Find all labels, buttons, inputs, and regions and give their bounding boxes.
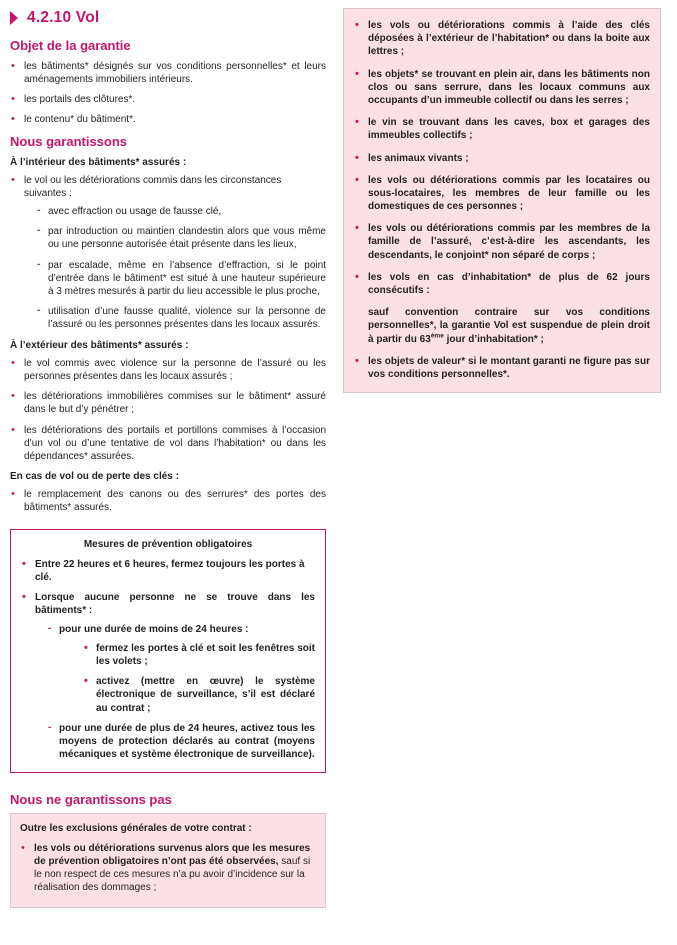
right-column-exclusions [343,8,661,393]
list-item [10,174,326,332]
cles-list [10,488,326,514]
prevention-moins24: pour une durée de moins de 24 heures : [59,623,249,635]
list-item: • les vols ou détériorations commis par les membres de la famille de l’assuré, c’est-à-dire les ascendants, les descendants, le conjoint* non séparé de corps ; [354,222,650,262]
exclusion-bold: les vols ou détériorations survenus alors que les mesures de prévention obligatoires n’ont pas été observées, [34,842,311,867]
exclusions-box [10,813,326,908]
list-item: - utilisation d’une fausse qualité, violence sur la personne de l’assuré ou les personnes présentes dans les locaux assurés. [24,305,326,331]
list-item: • les détériorations immobilières commises sur le bâtiment* assuré dans le but d’y pénétrer ; [10,390,326,416]
list-item: - par introduction ou maintien clandestin alors que vous même ou une personne autorisée était présente dans les lieux, [24,225,326,251]
left-column [10,8,326,908]
interieur-list [10,174,326,332]
objet-heading: Objet de la garantie [10,38,131,54]
interieur-cases [24,205,326,332]
prevention-absence: Lorsque aucune personne ne se trouve dans les bâtiments* : [35,592,315,617]
list-item: • les portails des clôtures*. [10,93,326,106]
section-title-text: 4.2.10 Vol [27,9,100,26]
prevention-moins24-list [59,642,315,715]
exterieur-list [10,357,326,463]
suspension-before: sauf convention contraire sur vos conditions personnelles*, la garantie Vol est suspendue de plein droit à partir du 63 [368,307,650,345]
section-title [10,8,326,28]
list-item: • activez (mettre en œuvre) le système électronique de surveillance, s’il est déclaré au contrat ; [59,675,315,715]
list-item: • les vols en cas d’inhabitation* de plus de 62 jours consécutifs : [354,271,650,297]
suspension-after: jour d’inhabitation* ; [443,333,544,345]
list-item: • le vol commis avec violence sur la personne de l’assuré ou les personnes présentes dans les locaux assurés ; [10,357,326,383]
list-item: - par escalade, même en l’absence d’effraction, si le point d’entrée dans le bâtiment* est situé à une hauteur supérieure à 3 mètres mesurés à partir du lieu accessible le plus proche, [24,259,326,299]
list-item: • les vols ou détériorations commis par les locataires ou sous-locataires, les membres de leur famille ou les domestiques de ces personnes ; [354,174,650,214]
prevention-title: Mesures de prévention obligatoires [83,538,253,550]
list-item: • le vin se trouvant dans les caves, box et garages des immeubles collectifs ; [354,116,650,142]
prevention-list [21,558,315,761]
suspension-note [368,306,650,346]
prevention-durations [35,623,315,762]
exclusions-list [20,842,316,895]
list-item: • le remplacement des canons ou des serrures* des portes des bâtiments* assurés. [10,488,326,514]
list-item [35,623,315,715]
interieur-subheading: À l’intérieur des bâtiments* assurés : [10,156,187,168]
triangle-marker-icon [10,11,18,25]
exclusion-rest: sauf si le non respect de ces mesures n’a pu avoir d’incidence sur la réalisation des dommages ; [34,855,311,894]
exterieur-subheading: À l’extérieur des bâtiments* assurés : [10,339,189,351]
list-item: - pour une durée de plus de 24 heures, activez tous les moyens de protection déclarés au contrat (moyens mécaniques et système électronique de surveillance). [35,722,315,762]
objet-list [10,60,326,127]
right-exclusions-list [354,19,650,297]
list-item: • les animaux vivants ; [354,152,650,165]
suspension-sup: ème [430,332,444,340]
list-item: • fermez les portes à clé et soit les fenêtres soit les volets ; [59,642,315,668]
list-item: - avec effraction ou usage de fausse clé, [24,205,326,218]
list-item: • les objets de valeur* si le montant garanti ne figure pas sur vos conditions personnelles*. [354,355,650,381]
list-item [20,842,316,895]
cles-subheading: En cas de vol ou de perte des clés : [10,471,179,483]
prevention-box [10,529,326,774]
list-item: • Entre 22 heures et 6 heures, fermez toujours les portes à clé. [21,558,315,584]
list-item: • les vols ou détériorations commis à l’aide des clés déposées à l’extérieur de l’habitation* ou dans la boite aux lettres ; [354,19,650,59]
right-exclusions-list-end [354,355,650,381]
garantissons-heading: Nous garantissons [10,134,128,150]
list-item [21,591,315,761]
exclusions-box-title: Outre les exclusions générales de votre contrat : [20,823,252,835]
list-item: • les objets* se trouvant en plein air, dans les bâtiments non clos ou sans serrure, dans les locaux communs aux occupants d’un immeuble collectif ou dans les serres ; [354,68,650,108]
interieur-intro: le vol ou les détériorations commis dans les circonstances suivantes : [24,174,282,199]
exclusions-heading: Nous ne garantissons pas [10,792,172,808]
list-item: • le contenu* du bâtiment*. [10,113,326,126]
list-item: • les bâtiments* désignés sur vos conditions personnelles* et leurs aménagements immobiliers intérieurs. [10,60,326,86]
list-item: • les détériorations des portails et portillons commises à l’occasion d’un vol ou d’une tentative de vol dans l’habitation* ou dans les dépendances* assurées. [10,424,326,464]
